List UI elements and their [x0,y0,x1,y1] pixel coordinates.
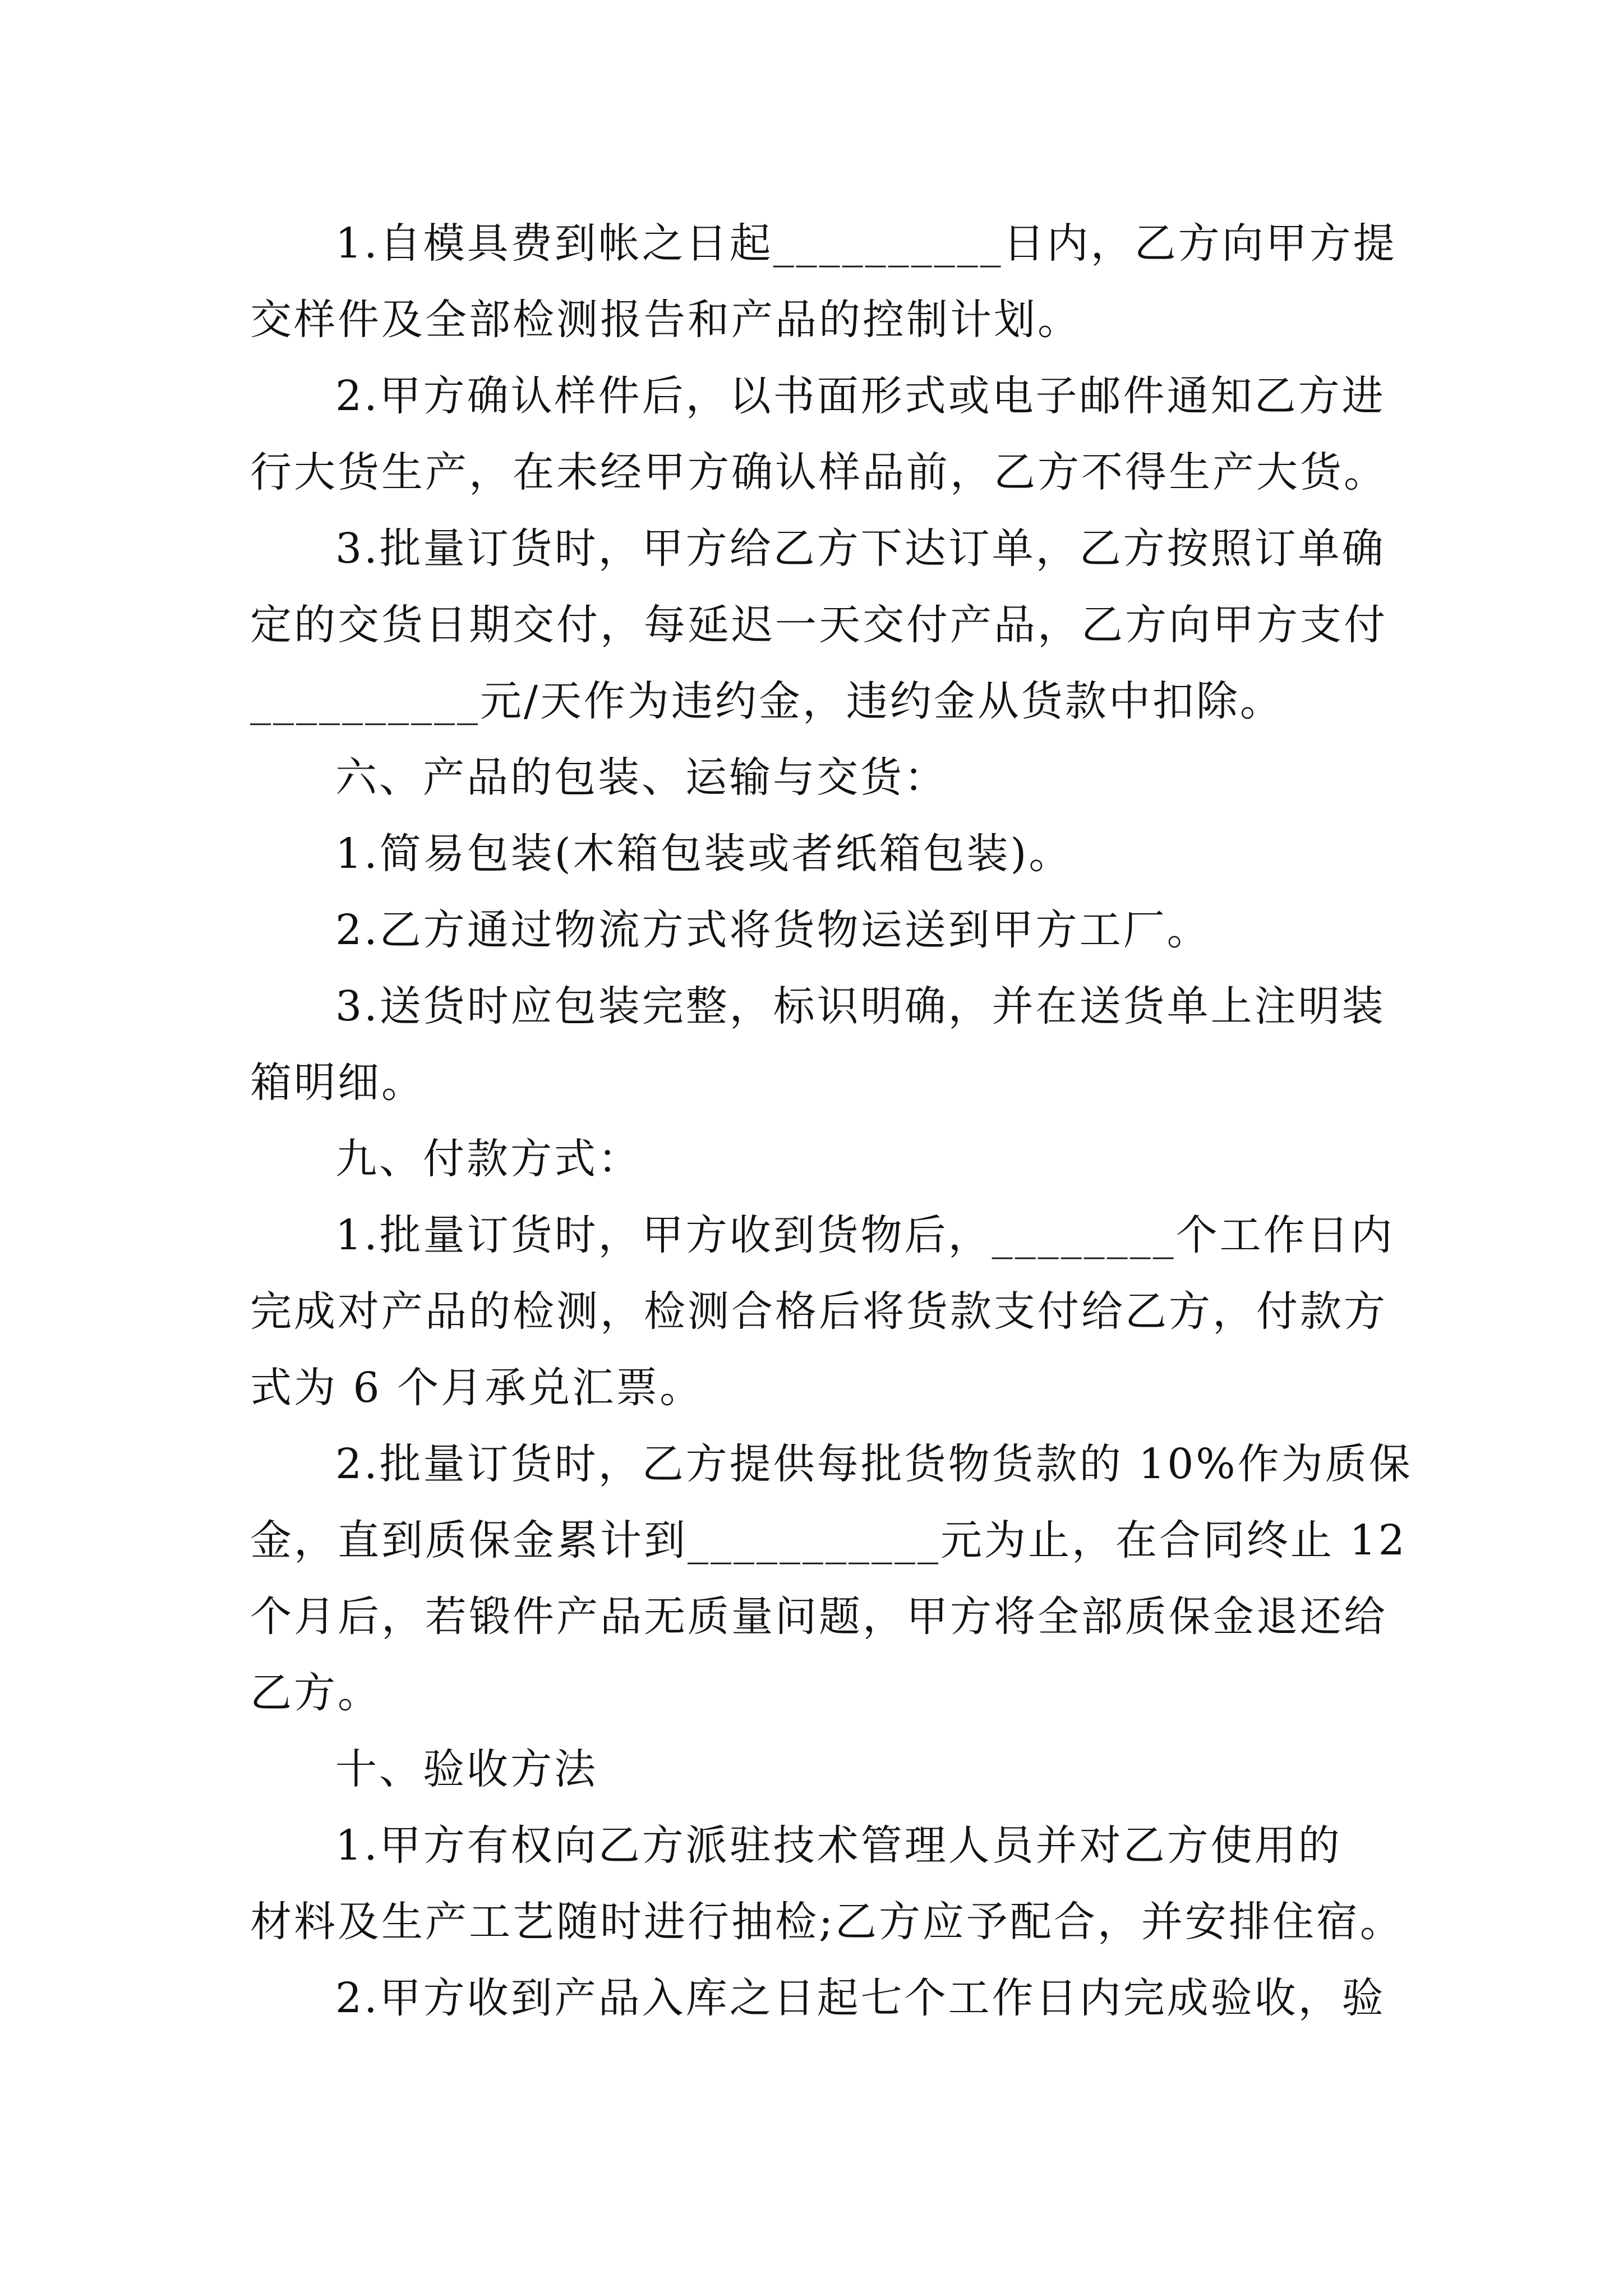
paragraph-line [0,815,1623,893]
line-text: 乙方。 [250,1669,381,1717]
line-text: 2.乙方通过物流方式将货物运送到甲方工厂。 [335,906,1211,954]
line-text: 金，直到质保金累计到___________元为止，在合同终止 12 [250,1516,1407,1565]
line-text: 交样件及全部检测报告和产品的控制计划。 [250,296,1081,344]
line-text: 2.甲方确认样件后，以书面形式或电子邮件通知乙方进 [335,372,1386,420]
line-text: 3.批量订货时，甲方给乙方下达订单，乙方按照订单确 [335,524,1386,573]
paragraph-line [0,1501,1623,1580]
line-text: 2.批量订货时，乙方提供每批货物货款的 10%作为质保 [335,1440,1413,1488]
section-heading [0,738,1623,817]
line-text: 材料及生产工艺随时进行抽检;乙方应予配合，并安排住宿。 [250,1898,1404,1946]
line-text: 3.送货时应包装完整，标识明确，并在送货单上注明装 [335,982,1386,1030]
paragraph-line [0,509,1623,588]
paragraph-line [0,1196,1623,1274]
line-text: 九、付款方式： [335,1135,642,1183]
line-text: 十、验收方法 [335,1745,598,1793]
paragraph-line [0,1806,1623,1885]
paragraph-line [0,891,1623,969]
line-text: 个月后，若锻件产品无质量问题，甲方将全部质保金退还给 [250,1593,1387,1641]
paragraph-line [0,1349,1623,1427]
section-heading [0,1730,1623,1809]
paragraph-line [0,1425,1623,1503]
line-text: 式为 6 个月承兑汇票。 [250,1364,704,1412]
line-text: 六、产品的包装、运输与交货： [335,753,948,802]
paragraph-line [0,357,1623,435]
line-text: 箱明细。 [250,1059,425,1107]
line-text: 1.简易包装(木箱包装或者纸箱包装)。 [335,830,1073,878]
paragraph-line [0,1577,1623,1656]
paragraph-line [0,204,1623,283]
paragraph-line [0,280,1623,359]
paragraph-line [0,662,1623,740]
section-heading [0,1120,1623,1198]
paragraph-line [0,967,1623,1046]
paragraph-line [0,1272,1623,1351]
paragraph-line [0,1043,1623,1122]
line-text: 定的交货日期交付，每延迟一天交付产品，乙方向甲方支付 [250,601,1387,649]
paragraph-line [0,1959,1623,2037]
paragraph-line [0,1654,1623,1732]
line-text: __________元/天作为违约金，违约金从货款中扣除。 [250,677,1284,725]
line-text: 1.批量订货时，甲方收到货物后，________个工作日内 [335,1211,1395,1259]
paragraph-line [0,433,1623,512]
paragraph-line [0,1883,1623,1961]
line-text: 1.甲方有权向乙方派驻技术管理人员并对乙方使用的 [335,1821,1342,1870]
paragraph-line [0,586,1623,664]
line-text: 行大货生产，在未经甲方确认样品前，乙方不得生产大货。 [250,448,1387,496]
line-text: 1.自模具费到帐之日起__________日内，乙方向甲方提 [335,219,1397,268]
line-text: 2.甲方收到产品入库之日起七个工作日内完成验收，验 [335,1974,1386,2022]
line-text: 完成对产品的检测，检测合格后将货款支付给乙方，付款方 [250,1287,1387,1336]
